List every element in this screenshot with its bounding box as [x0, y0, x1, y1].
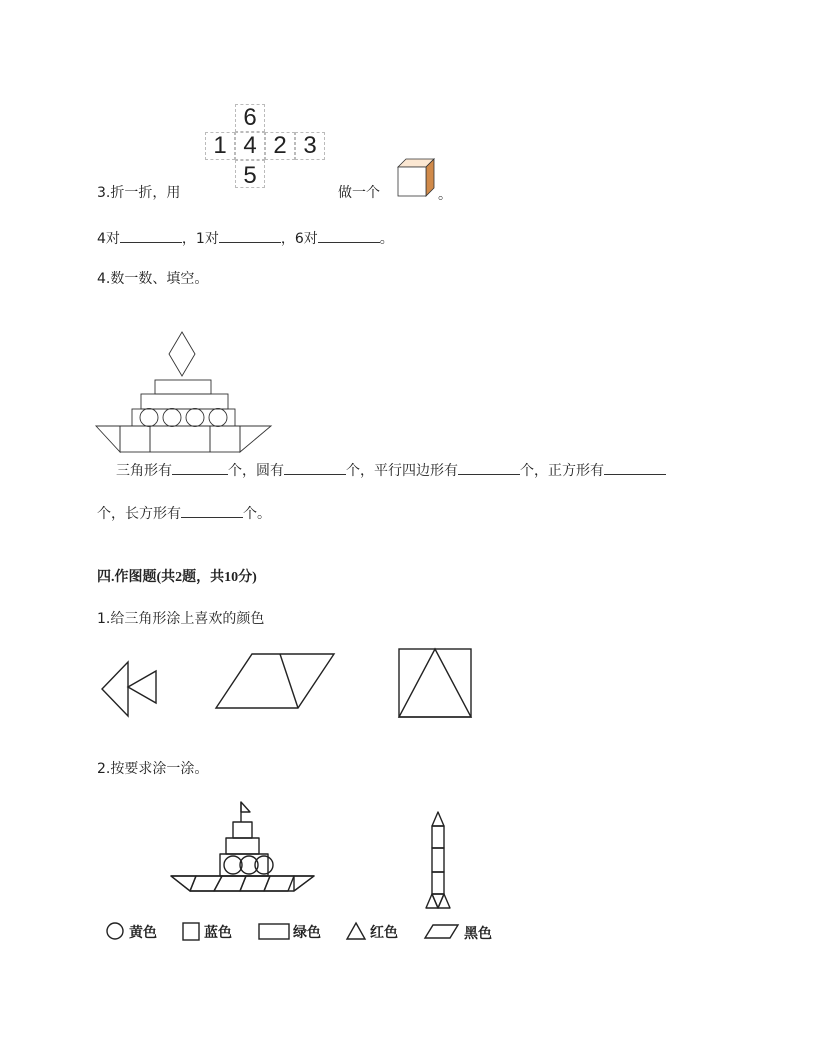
ship-square — [120, 426, 150, 452]
legend-label-blue: 蓝色 — [204, 926, 232, 941]
net-digit-center: 4 — [243, 132, 257, 159]
ship-triangle-right — [240, 426, 271, 452]
triangle-shape[interactable] — [128, 671, 156, 703]
ship-rect-top — [155, 380, 211, 394]
section-title: 四.作图题(共2题，共10分) — [97, 570, 257, 585]
parallelogram-triangle-figure — [214, 652, 338, 710]
net-digit-right1: 2 — [273, 132, 287, 159]
period: 。 — [379, 231, 394, 247]
color-legend — [106, 920, 506, 944]
q3-prefix: 3.折一折，用 — [97, 185, 181, 201]
ship-diamond — [169, 332, 195, 376]
square-count-blank[interactable] — [604, 460, 666, 475]
ship-rect-circles — [132, 409, 235, 426]
double-triangle-figure — [100, 660, 160, 718]
pair-6-label: 6对 — [294, 231, 318, 247]
s4-q1-text: 1.给三角形涂上喜欢的颜色 — [97, 611, 265, 627]
circle-icon — [106, 922, 126, 942]
rectangle-count-label: 个，长方形有 — [97, 506, 181, 522]
ship-circle — [209, 409, 227, 427]
circle-count-blank[interactable] — [284, 460, 346, 475]
separator: ， — [280, 231, 295, 247]
legend-label-black: 黑色 — [464, 927, 492, 942]
parallelogram-icon — [424, 924, 460, 940]
ship-rect-mid — [141, 394, 228, 409]
q4-title: 4.数一数、填空。 — [97, 271, 209, 287]
triangle-shape[interactable] — [102, 662, 128, 716]
pair-4-blank[interactable] — [120, 228, 182, 243]
circle-count-label: 个，圆有 — [228, 463, 284, 479]
cube-icon — [396, 156, 436, 198]
q3-end: 。 — [438, 187, 452, 203]
rectangle-icon — [258, 923, 292, 941]
separator: ， — [181, 231, 196, 247]
pair-1-label: 1对 — [195, 231, 219, 247]
rectangle-count-blank[interactable] — [181, 503, 243, 518]
net-digit-bottom: 5 — [243, 162, 257, 189]
ship-square — [210, 426, 240, 452]
s4-q2-text: 2.按要求涂一涂。 — [97, 761, 209, 777]
triangle-count-blank[interactable] — [172, 460, 228, 475]
parallelogram-count-label: 个，平行四边形有 — [346, 463, 458, 479]
triangle-shape[interactable] — [399, 649, 471, 717]
ship-circle — [140, 409, 158, 427]
q3-answer-line — [97, 228, 394, 248]
ship-triangle-left — [96, 426, 120, 452]
ship-figure — [95, 330, 273, 456]
net-digit-top: 6 — [243, 104, 257, 131]
period: 个。 — [243, 506, 271, 522]
q4-row2 — [97, 503, 271, 523]
pair-1-blank[interactable] — [219, 228, 281, 243]
rocket-drawing — [422, 810, 462, 914]
ship-circle — [186, 409, 204, 427]
parallelogram-count-blank[interactable] — [458, 460, 520, 475]
triangle-count-label: 三角形有 — [116, 463, 172, 479]
legend-label-red: 红色 — [370, 926, 398, 941]
square-icon — [182, 922, 202, 942]
ship-rect-bottom — [150, 426, 210, 452]
legend-label-yellow: 黄色 — [129, 926, 157, 941]
square-triangle-figure — [396, 646, 474, 718]
triangle-icon — [346, 922, 368, 942]
ship-circle — [163, 409, 181, 427]
net-digit-left: 1 — [213, 132, 227, 159]
square-count-label: 个，正方形有 — [520, 463, 604, 479]
boat-drawing — [166, 798, 318, 894]
legend-label-green: 绿色 — [293, 926, 321, 941]
pair-6-blank[interactable] — [318, 228, 380, 243]
q4-row1 — [116, 460, 666, 480]
pair-4-label: 4对 — [97, 231, 120, 247]
q3-middle: 做一个 — [338, 185, 380, 201]
net-digit-right2: 3 — [303, 132, 317, 159]
